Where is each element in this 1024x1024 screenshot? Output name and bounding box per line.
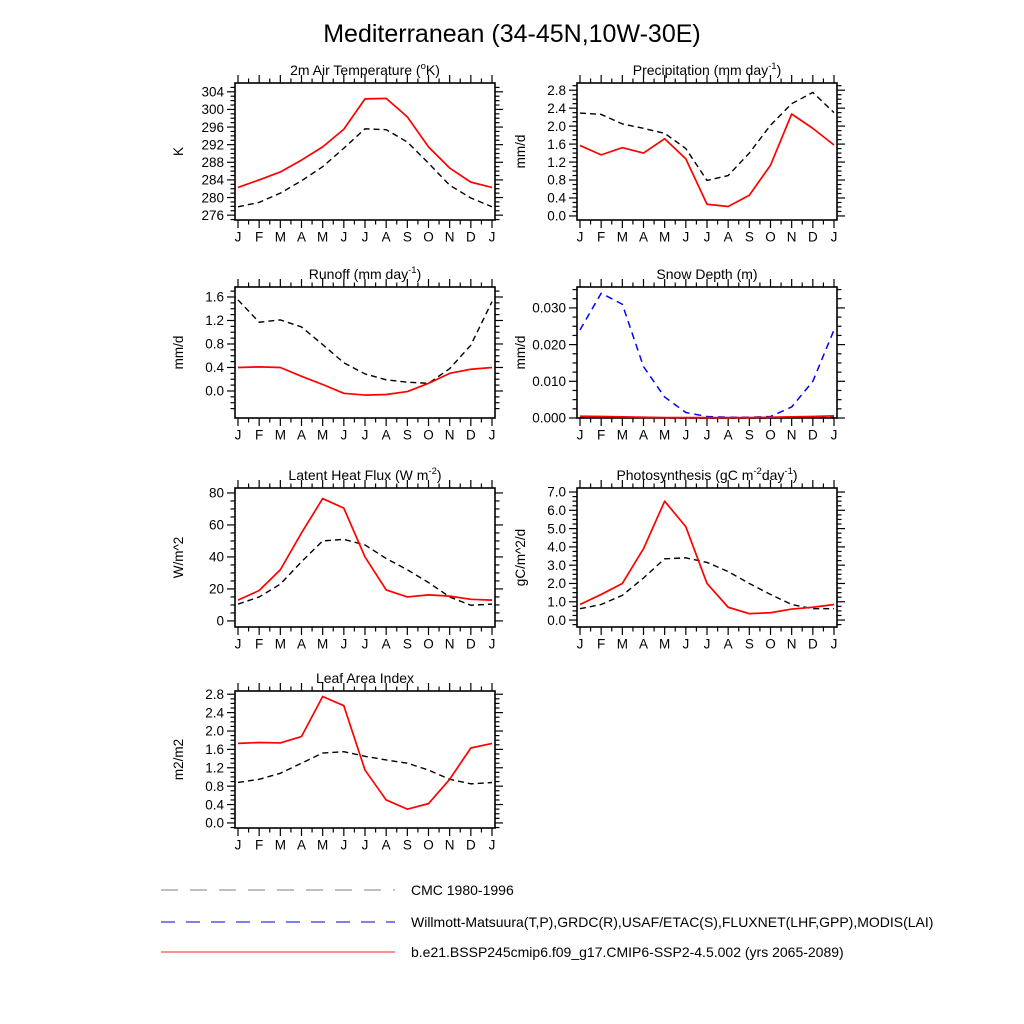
legend-label-cmc: CMC 1980-1996 [411,882,514,898]
panel-title: Leaf Area Index [315,670,415,686]
x-tick-label: J [234,427,242,443]
y-tick-label: 1.2 [205,760,224,776]
y-tick-label: 1.2 [205,313,224,329]
x-tick-label: D [807,636,818,652]
x-tick-label: N [444,229,455,245]
y-axis-title: W/m^2 [171,536,186,579]
y-tick-label: 0.8 [547,172,566,188]
x-tick-label: A [381,636,391,652]
y-tick-label: 288 [201,155,224,171]
y-tick-label: 1.6 [205,742,224,758]
x-tick-label: J [576,229,584,245]
y-tick-label: 2.0 [205,723,224,739]
x-tick-label: A [381,837,391,853]
y-tick-label: 2.8 [205,686,224,702]
legend-line-dashed-blue [160,916,396,928]
x-tick-label: J [234,229,242,245]
legend-entry-obs [160,916,933,928]
x-tick-label: O [423,636,434,652]
y-tick-label: 0.0 [547,612,566,628]
x-tick-label: A [723,229,733,245]
x-tick-label: F [255,636,264,652]
x-tick-label: D [807,229,818,245]
x-tick-label: S [402,427,412,443]
x-tick-label: A [638,636,649,652]
x-tick-label: J [488,229,496,245]
y-tick-label: 0.0 [205,383,224,399]
series-line-cmc [238,129,492,207]
y-axis-title: mm/d [513,335,528,370]
x-tick-label: M [274,636,286,652]
y-tick-label: 80 [208,485,224,501]
y-tick-label: 3.0 [547,557,566,573]
x-tick-label: F [597,229,606,245]
x-tick-label: F [255,837,264,853]
x-tick-label: J [703,636,711,652]
x-tick-label: O [423,229,434,245]
y-tick-label: 284 [201,172,224,188]
x-tick-label: S [402,636,412,652]
x-tick-label: M [616,636,628,652]
y-tick-label: 5.0 [547,521,566,537]
x-tick-label: J [361,427,369,443]
y-tick-label: 1.0 [547,594,566,610]
y-tick-label: 60 [208,517,224,533]
y-tick-label: 1.6 [547,136,566,152]
x-tick-label: N [444,427,455,443]
x-tick-label: J [340,229,348,245]
x-tick-label: N [786,229,797,245]
x-tick-label: D [465,427,476,443]
plot-frame [235,287,495,418]
x-tick-label: O [765,427,776,443]
series-line-model [580,114,834,207]
y-axis-title: mm/d [513,134,528,169]
x-tick-label: J [576,636,584,652]
y-axis-title: K [171,146,186,157]
x-tick-label: M [659,427,671,443]
x-tick-label: J [361,837,369,853]
y-tick-label: 2.0 [547,576,566,592]
x-tick-label: J [340,636,348,652]
x-tick-label: M [659,636,671,652]
x-tick-label: O [423,427,434,443]
series-line-model [238,367,492,395]
y-tick-label: 2.0 [547,118,566,134]
x-tick-label: O [423,837,434,853]
x-tick-label: S [402,229,412,245]
y-tick-label: 20 [208,581,224,597]
x-tick-label: D [465,636,476,652]
x-tick-label: A [296,427,307,443]
x-tick-label: A [296,229,307,245]
x-tick-label: F [597,427,606,443]
series-line-model [238,98,492,187]
y-tick-label: 0.8 [205,778,224,794]
y-axis-title: mm/d [171,335,186,370]
panel-leaf-area-index [171,670,503,853]
x-tick-label: D [465,229,476,245]
y-tick-label: 1.2 [547,154,566,170]
legend-entry-cmc [160,884,514,896]
x-tick-label: J [682,427,690,443]
x-tick-label: J [234,837,242,853]
x-tick-label: F [597,636,606,652]
y-tick-label: 0.010 [532,374,566,390]
x-tick-label: A [296,837,307,853]
x-tick-label: M [274,229,286,245]
x-tick-label: A [381,229,391,245]
y-tick-label: 6.0 [547,503,566,519]
series-line-cmc [580,92,834,180]
x-tick-label: M [274,427,286,443]
x-tick-label: D [807,427,818,443]
panel-runoff [171,265,503,443]
panel-air-temperature [171,61,503,245]
y-tick-label: 0.8 [205,336,224,352]
y-tick-label: 4.0 [547,539,566,555]
x-tick-label: J [234,636,242,652]
x-tick-label: M [317,427,329,443]
x-tick-label: N [444,837,455,853]
x-tick-label: S [402,837,412,853]
x-tick-label: J [340,837,348,853]
x-tick-label: A [723,636,733,652]
x-tick-label: A [638,427,649,443]
x-tick-label: M [616,427,628,443]
x-tick-label: S [744,427,754,443]
x-tick-label: M [616,229,628,245]
series-line-model [238,697,492,810]
x-tick-label: A [296,636,307,652]
y-tick-label: 0.4 [205,797,224,813]
panel-title: Snow Depth (m) [656,266,758,282]
legend-label-model: b.e21.BSSP245cmip6.f09_g17.CMIP6-SSP2-4.5.002 (yrs 2065-2089) [411,944,844,960]
x-tick-label: J [682,229,690,245]
legend-line-solid-red [160,946,396,958]
x-tick-label: J [340,427,348,443]
x-tick-label: F [255,229,264,245]
y-tick-label: 2.8 [547,82,566,98]
plot-frame [235,83,495,220]
x-tick-label: S [744,229,754,245]
figure-title: Mediterranean (34-45N,10W-30E) [323,20,701,48]
legend-line-dashed-black [160,884,396,896]
x-tick-label: J [830,636,838,652]
x-tick-label: O [765,636,776,652]
x-tick-label: N [444,636,455,652]
y-tick-label: 40 [208,549,224,565]
x-tick-label: J [830,427,838,443]
x-tick-label: J [830,229,838,245]
series-line-model [238,499,492,601]
y-tick-label: 2.4 [205,705,224,721]
legend-entry-model [160,946,844,958]
x-tick-label: M [659,229,671,245]
y-tick-label: 7.0 [547,484,566,500]
legend-label-obs: Willmott-Matsuura(T,P),GRDC(R),USAF/ETAC(S),FLUXNET(LHF,GPP),MODIS(LAI) [411,914,934,930]
y-tick-label: 276 [201,207,224,223]
plot-frame [577,83,837,220]
x-tick-label: J [576,427,584,443]
y-tick-label: 292 [201,137,224,153]
x-tick-label: S [744,636,754,652]
x-tick-label: J [488,427,496,443]
x-tick-label: J [361,229,369,245]
x-tick-label: J [703,427,711,443]
x-tick-label: J [682,636,690,652]
y-tick-label: 0.020 [532,337,566,353]
panel-title: Photosynthesis (gC $m^{-2}day^{-1}$) [616,466,798,483]
x-tick-label: D [465,837,476,853]
panel-photosynthesis [513,466,845,652]
x-tick-label: O [765,229,776,245]
panel-title: 2m Air Temperature ($^o$K) [290,61,440,78]
y-tick-label: 296 [201,119,224,135]
x-tick-label: N [786,636,797,652]
y-tick-label: 2.4 [547,100,566,116]
y-tick-label: 0.0 [205,815,224,831]
x-tick-label: N [786,427,797,443]
x-tick-label: A [723,427,733,443]
y-tick-label: 1.6 [205,289,224,305]
y-tick-label: 304 [201,84,224,100]
y-tick-label: 0.030 [532,300,566,316]
plot-frame [235,691,495,828]
x-tick-label: J [703,229,711,245]
y-tick-label: 300 [201,102,224,118]
x-tick-label: J [488,837,496,853]
panel-snow-depth [513,266,845,443]
x-tick-label: M [317,636,329,652]
panel-title: Latent Heat Flux (W $m^{-2}$) [288,466,442,483]
x-tick-label: M [317,837,329,853]
panel-title: Runoff (mm day$^{-1}$) [308,265,422,282]
panel-precipitation [513,61,845,245]
x-tick-label: M [317,229,329,245]
y-axis-title: gC/m^2/d [513,528,528,587]
x-tick-label: J [361,636,369,652]
y-tick-label: 280 [201,190,224,206]
series-line-cmc [238,539,492,605]
x-tick-label: F [255,427,264,443]
y-tick-label: 0.0 [547,208,566,224]
panel-latent-heat-flux [171,466,503,652]
y-tick-label: 0.000 [532,410,566,426]
x-tick-label: M [274,837,286,853]
series-line-obs [580,293,834,417]
series-line-cmc [238,300,492,383]
x-tick-label: A [381,427,391,443]
y-tick-label: 0.4 [547,190,566,206]
y-tick-label: 0 [216,613,224,629]
y-axis-title: m2/m2 [171,738,186,781]
panel-title: Precipitation (mm day$^{-1}$) [632,61,782,78]
x-tick-label: J [488,636,496,652]
x-tick-label: A [638,229,649,245]
y-tick-label: 0.4 [205,360,224,376]
